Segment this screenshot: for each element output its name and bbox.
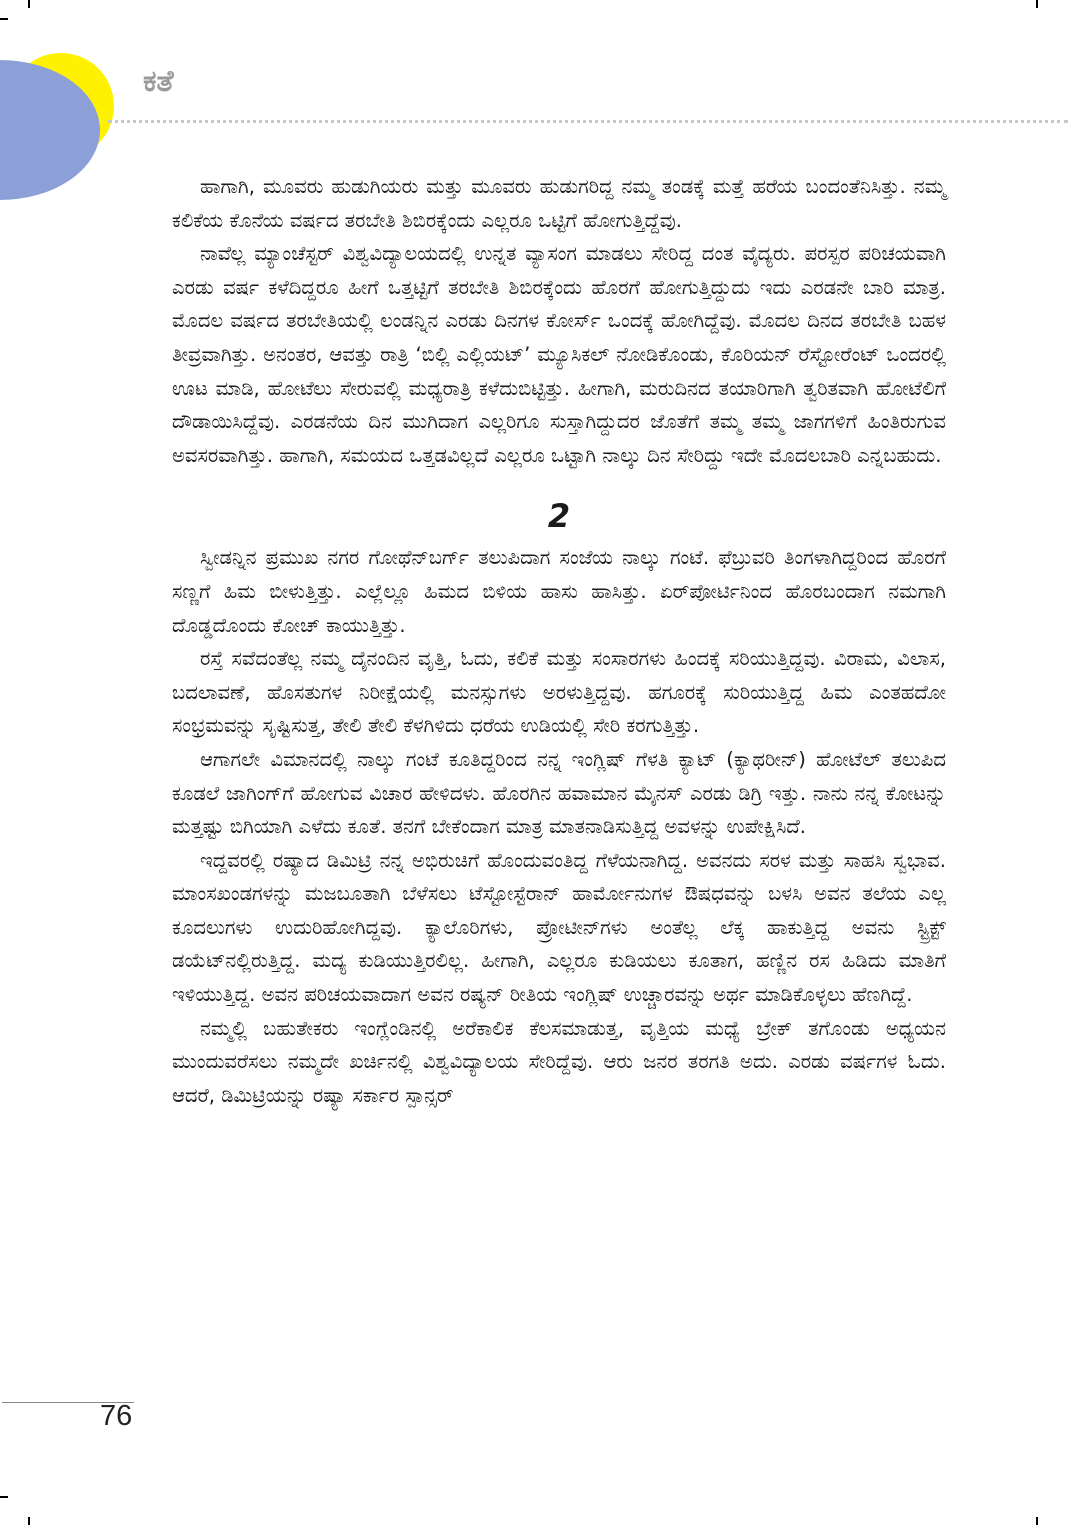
crop-mark-top-left (0, 18, 8, 20)
paragraph: ಇದ್ದವರಲ್ಲಿ ರಷ್ಯಾದ ಡಿಮಿಟ್ರಿ ನನ್ನ ಅಭಿರುಚಿಗೆ ಹೊಂದುವಂತಿದ್ದ ಗೆಳೆಯನಾಗಿದ್ದ. ಅವನದು ಸರಳ ಮತ್ತು ಸಾಹಸಿ ಸ್ವಭಾವ. ಮಾಂಸಖಂಡಗಳನ್ನು ಮಜಬೂತಾಗಿ ಬೆಳೆಸಲು ಟೆಸ್ಟೋಸ್ಟೆರಾನ್ ಹಾರ್ಮೋನುಗಳ ಔಷಧವನ್ನು ಬಳಸಿ ಅವನ ತಲೆಯ ಎಲ್ಲ ಕೂದಲುಗಳು ಉದುರಿಹೋಗಿದ್ದವು. ಕ್ಯಾಲೊರಿಗಳು, ಪ್ರೋಟೀನ್‌ಗಳು ಅಂತೆಲ್ಲ ಲೆಕ್ಕ ಹಾಕುತ್ತಿದ್ದ ಅವನು ಸ್ಟ್ರಿಕ್ಟ್ ಡಯೆಟ್‌ನಲ್ಲಿರುತ್ತಿದ್ದ. ಮದ್ಯ ಕುಡಿಯುತ್ತಿರಲಿಲ್ಲ. ಹೀಗಾಗಿ, ಎಲ್ಲರೂ ಕುಡಿಯಲು ಕೂತಾಗ, ಹಣ್ಣಿನ ರಸ ಹಿಡಿದು ಮಾತಿಗೆ ಇಳಿಯುತ್ತಿದ್ದ. ಅವನ ಪರಿಚಯವಾದಾಗ ಅವನ ರಷ್ಯನ್ ರೀತಿಯ ಇಂಗ್ಲಿಷ್ ಉಚ್ಚಾರವನ್ನು ಅರ್ಥ ಮಾಡಿಕೊಳ್ಳಲು ಹೆಣಗಿದ್ದೆ. (172, 848, 946, 1007)
section-label: ಕತೆ (143, 64, 174, 99)
crop-mark-bottom-right-v (1036, 1517, 1038, 1525)
paragraph: ನಮ್ಮಲ್ಲಿ ಬಹುತೇಕರು ಇಂಗ್ಲೆಂಡಿನಲ್ಲಿ ಅರೆಕಾಲಿಕ ಕೆಲಸಮಾಡುತ್ತ, ವೃತ್ತಿಯ ಮಧ್ಯೆ ಬ್ರೇಕ್ ತಗೊಂಡು ಅಧ್ಯಯನ ಮುಂದುವರೆಸಲು ನಮ್ಮದೇ ಖರ್ಚಿನಲ್ಲಿ ವಿಶ್ವವಿದ್ಯಾಲಯ ಸೇರಿದ್ದೆವು. ಆರು ಜನರ ತರಗತಿ ಅದು. ಎರಡು ವರ್ಷಗಳ ಓದು. ಆದರೆ, ಡಿಮಿಟ್ರಿಯನ್ನು ರಷ್ಯಾ ಸರ್ಕಾರ ಸ್ಪಾನ್ಸರ್ (172, 1016, 946, 1107)
paragraph: ಆಗಾಗಲೇ ವಿಮಾನದಲ್ಲಿ ನಾಲ್ಕು ಗಂಟೆ ಕೂತಿದ್ದರಿಂದ ನನ್ನ ಇಂಗ್ಲಿಷ್ ಗೆಳತಿ ಕ್ಯಾಟ್ (ಕ್ಯಾಥರೀನ್) ಹೋಟೆಲ್ ತಲುಪಿದ ಕೂಡಲೆ ಜಾಗಿಂಗ್‌ಗೆ ಹೋಗುವ ವಿಚಾರ ಹೇಳಿದಳು. ಹೊರಗಿನ ಹವಾಮಾನ ಮೈನಸ್ ಎರಡು ಡಿಗ್ರಿ ಇತ್ತು. ನಾನು ನನ್ನ ಕೋಟನ್ನು ಮತ್ತಷ್ಟು ಬಿಗಿಯಾಗಿ ಎಳೆದು ಕೂತೆ. ತನಗೆ ಬೇಕೆಂದಾಗ ಮಾತ್ರ ಮಾತನಾಡಿಸುತ್ತಿದ್ದ ಅವಳನ್ನು ಉಪೇಕ್ಷಿಸಿದೆ. (172, 747, 946, 839)
paragraph: ಹಾಗಾಗಿ, ಮೂವರು ಹುಡುಗಿಯರು ಮತ್ತು ಮೂವರು ಹುಡುಗರಿದ್ದ ನಮ್ಮ ತಂಡಕ್ಕೆ ಮತ್ತೆ ಹರೆಯ ಬಂದಂತೆನಿಸಿತ್ತು. ನಮ್ಮ ಕಲಿಕೆಯ ಕೊನೆಯ ವರ್ಷದ ತರಬೇತಿ ಶಿಬಿರಕ್ಕೆಂದು ಎಲ್ಲರೂ ಒಟ್ಟಿಗೆ ಹೋಗುತ್ತಿದ್ದೆವು. (172, 175, 946, 232)
dotted-divider (108, 120, 1068, 123)
crop-mark-bottom-left (0, 1496, 8, 1498)
paragraph: ನಾವೆಲ್ಲ ಮ್ಯಾಂಚೆಸ್ಟರ್ ವಿಶ್ವವಿದ್ಯಾಲಯದಲ್ಲಿ ಉನ್ನತ ವ್ಯಾಸಂಗ ಮಾಡಲು ಸೇರಿದ್ದ ದಂತ ವೈದ್ಯರು. ಪರಸ್ಪರ ಪರಿಚಯವಾಗಿ ಎರಡು ವರ್ಷ ಕಳೆದಿದ್ದರೂ ಹೀಗೆ ಒತ್ತಟ್ಟಿಗೆ ತರಬೇತಿ ಶಿಬಿರಕ್ಕೆಂದು ಹೊರಗೆ ಹೋಗುತ್ತಿದ್ದುದು ಇದು ಎರಡನೇ ಬಾರಿ ಮಾತ್ರ. ಮೊದಲ ವರ್ಷದ ತರಬೇತಿಯಲ್ಲಿ ಲಂಡನ್ನಿನ ಎರಡು ದಿನಗಳ ಕೋರ್ಸ್ ಒಂದಕ್ಕೆ ಹೋಗಿದ್ದೆವು. ಮೊದಲ ದಿನದ ತರಬೇತಿ ಬಹಳ ತೀವ್ರವಾಗಿತ್ತು. ಅನಂತರ, ಆವತ್ತು ರಾತ್ರಿ ‘ಬಿಲ್ಲಿ ಎಲ್ಲಿಯಟ್’ ಮ್ಯೂಸಿಕಲ್ ನೋಡಿಕೊಂಡು, ಕೊರಿಯನ್ ರೆಸ್ಟೋರೆಂಟ್ ಒಂದರಲ್ಲಿ ಊಟ ಮಾಡಿ, ಹೋಟೆಲು ಸೇರುವಲ್ಲಿ ಮಧ್ಯರಾತ್ರಿ ಕಳೆದುಬಿಟ್ಟಿತ್ತು. ಹೀಗಾಗಿ, ಮರುದಿನದ ತಯಾರಿಗಾಗಿ ತ್ವರಿತವಾಗಿ ಹೋಟೆಲಿಗೆ ದೌಡಾಯಿಸಿದ್ದೆವು. ಎರಡನೆಯ ದಿನ ಮುಗಿದಾಗ ಎಲ್ಲರಿಗೂ ಸುಸ್ತಾಗಿದ್ದುದರ ಜೊತೆಗೆ ತಮ್ಮ ತಮ್ಮ ಜಾಗಗಳಿಗೆ ಹಿಂತಿರುಗುವ ಅವಸರವಾಗಿತ್ತು. ಹಾಗಾಗಿ, ಸಮಯದ ಒತ್ತಡವಿಲ್ಲದೆ ಎಲ್ಲರೂ ಒಟ್ಟಾಗಿ ನಾಲ್ಕು ದಿನ ಸೇರಿದ್ದು ಇದೇ ಮೊದಲಬಾರಿ ಎನ್ನಬಹುದು. (172, 242, 946, 467)
crop-mark-bottom-left-v (28, 1517, 30, 1525)
paragraph: ಸ್ವೀಡನ್ನಿನ ಪ್ರಮುಖ ನಗರ ಗೋಥೆನ್‌ಬರ್ಗ್ ತಲುಪಿದಾಗ ಸಂಜೆಯ ನಾಲ್ಕು ಗಂಟೆ. ಫೆಬ್ರುವರಿ ತಿಂಗಳಾಗಿದ್ದರಿಂದ ಹೊರಗೆ ಸಣ್ಣಗೆ ಹಿಮ ಬೀಳುತ್ತಿತ್ತು. ಎಲ್ಲೆಲ್ಲೂ ಹಿಮದ ಬಿಳಿಯ ಹಾಸು ಹಾಸಿತ್ತು. ಏರ್‌ಪೋರ್ಟಿನಿಂದ ಹೊರಬಂದಾಗ ನಮಗಾಗಿ ದೊಡ್ಡದೊಂದು ಕೋಚ್ ಕಾಯುತ್ತಿತ್ತು. (172, 546, 946, 637)
article-body (172, 170, 946, 1112)
page-number: 76 (100, 1400, 133, 1432)
section-number: 2 (547, 497, 571, 536)
crop-mark-top-right-v (1036, 0, 1038, 8)
paragraph: ರಸ್ತೆ ಸವೆದಂತೆಲ್ಲ ನಮ್ಮ ದೈನಂದಿನ ವೃತ್ತಿ, ಓದು, ಕಲಿಕೆ ಮತ್ತು ಸಂಸಾರಗಳು ಹಿಂದಕ್ಕೆ ಸರಿಯುತ್ತಿದ್ದವು. ವಿರಾಮ, ವಿಲಾಸ, ಬದಲಾವಣೆ, ಹೊಸತುಗಳ ನಿರೀಕ್ಷೆಯಲ್ಲಿ ಮನಸ್ಸುಗಳು ಅರಳುತ್ತಿದ್ದವು. ಹಗೂರಕ್ಕೆ ಸುರಿಯುತ್ತಿದ್ದ ಹಿಮ ಎಂತಹದೋ ಸಂಭ್ರಮವನ್ನು ಸೃಷ್ಟಿಸುತ್ತ, ತೇಲಿ ತೇಲಿ ಕೆಳಗಿಳಿದು ಧರೆಯ ಉಡಿಯಲ್ಲಿ ಸೇರಿ ಕರಗುತ್ತಿತ್ತು. (172, 647, 946, 738)
crop-mark-top-left-v (28, 0, 30, 8)
